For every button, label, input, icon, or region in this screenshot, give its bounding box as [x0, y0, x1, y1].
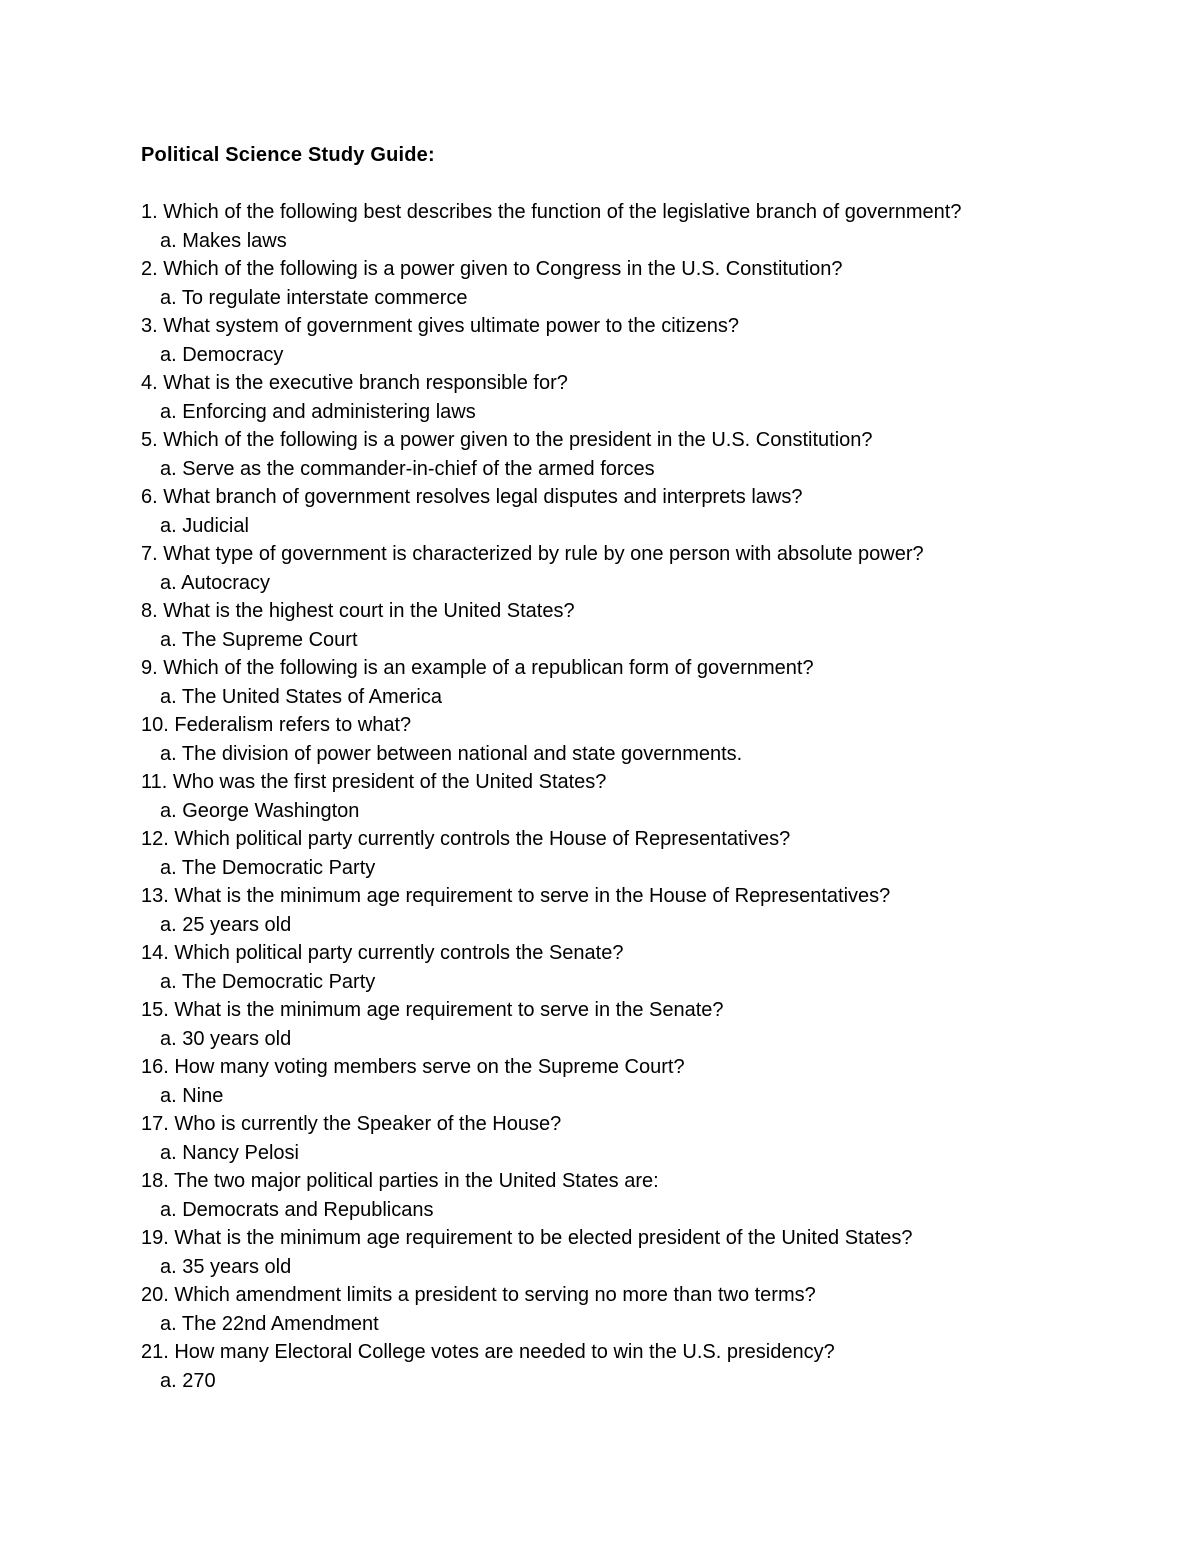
- question-text: 16. How many voting members serve on the Supreme Court?: [141, 1056, 685, 1078]
- list-item: [141, 1053, 961, 1110]
- question-text: 20. Which amendment limits a president to serving no more than two terms?: [141, 1284, 816, 1306]
- answer-text: a. Judicial: [160, 514, 249, 537]
- question-text: 9. Which of the following is an example of a republican form of government?: [141, 657, 814, 679]
- question-text: 15. What is the minimum age requirement to serve in the Senate?: [141, 999, 724, 1021]
- question-text: 19. What is the minimum age requirement to be elected president of the United States?: [141, 1227, 913, 1249]
- question-text: 11. Who was the first president of the United States?: [141, 771, 607, 793]
- list-item: [141, 711, 961, 768]
- answer-text: a. 35 years old: [160, 1255, 292, 1278]
- list-item: [141, 1224, 961, 1281]
- question-text: 2. Which of the following is a power given to Congress in the U.S. Constitution?: [141, 258, 843, 280]
- question-list: [141, 198, 961, 1395]
- answer-text: a. Nancy Pelosi: [160, 1141, 299, 1164]
- question-text: 1. Which of the following best describes the function of the legislative branch of government?: [141, 201, 962, 223]
- list-item: [141, 882, 961, 939]
- list-item: [141, 654, 961, 711]
- answer-text: a. Nine: [160, 1084, 224, 1107]
- question-text: 7. What type of government is characterized by rule by one person with absolute power?: [141, 543, 924, 565]
- answer-text: a. 25 years old: [160, 913, 292, 936]
- list-item: [141, 597, 961, 654]
- question-text: 14. Which political party currently controls the Senate?: [141, 942, 624, 964]
- list-item: [141, 1167, 961, 1224]
- answer-text: a. The Democratic Party: [160, 856, 376, 879]
- list-item: [141, 996, 961, 1053]
- list-item: [141, 369, 961, 426]
- list-item: [141, 939, 961, 996]
- answer-text: a. George Washington: [160, 799, 360, 822]
- list-item: [141, 825, 961, 882]
- list-item: [141, 1338, 961, 1395]
- list-item: [141, 540, 961, 597]
- answer-text: a. Democrats and Republicans: [160, 1198, 434, 1221]
- answer-text: a. Enforcing and administering laws: [160, 400, 476, 423]
- question-text: 10. Federalism refers to what?: [141, 714, 412, 736]
- list-item: [141, 312, 961, 369]
- answer-text: a. Serve as the commander-in-chief of the armed forces: [160, 457, 655, 480]
- question-text: 12. Which political party currently controls the House of Representatives?: [141, 828, 791, 850]
- answer-text: a. 270: [160, 1369, 216, 1392]
- question-text: 21. How many Electoral College votes are needed to win the U.S. presidency?: [141, 1341, 835, 1363]
- list-item: [141, 426, 961, 483]
- question-text: 13. What is the minimum age requirement to serve in the House of Representatives?: [141, 885, 891, 907]
- question-text: 8. What is the highest court in the United States?: [141, 600, 575, 622]
- answer-text: a. 30 years old: [160, 1027, 292, 1050]
- answer-text: a. Makes laws: [160, 229, 287, 252]
- list-item: [141, 483, 961, 540]
- list-item: [141, 1110, 961, 1167]
- question-text: 17. Who is currently the Speaker of the House?: [141, 1113, 562, 1135]
- question-text: 4. What is the executive branch responsible for?: [141, 372, 568, 394]
- answer-text: a. Democracy: [160, 343, 284, 366]
- answer-text: a. The division of power between national and state governments.: [160, 742, 743, 765]
- question-text: 18. The two major political parties in the United States are:: [141, 1170, 659, 1192]
- answer-text: a. Autocracy: [160, 571, 271, 594]
- answer-text: a. The United States of America: [160, 685, 443, 708]
- question-text: 3. What system of government gives ultimate power to the citizens?: [141, 315, 740, 337]
- page-title: Political Science Study Guide:: [141, 144, 435, 166]
- list-item: [141, 198, 961, 255]
- list-item: [141, 255, 961, 312]
- answer-text: a. The Supreme Court: [160, 628, 358, 651]
- question-text: 6. What branch of government resolves legal disputes and interprets laws?: [141, 486, 803, 508]
- list-item: [141, 768, 961, 825]
- answer-text: a. The Democratic Party: [160, 970, 376, 993]
- answer-text: a. To regulate interstate commerce: [160, 286, 468, 309]
- question-text: 5. Which of the following is a power given to the president in the U.S. Constitution?: [141, 429, 873, 451]
- answer-text: a. The 22nd Amendment: [160, 1312, 379, 1335]
- list-item: [141, 1281, 961, 1338]
